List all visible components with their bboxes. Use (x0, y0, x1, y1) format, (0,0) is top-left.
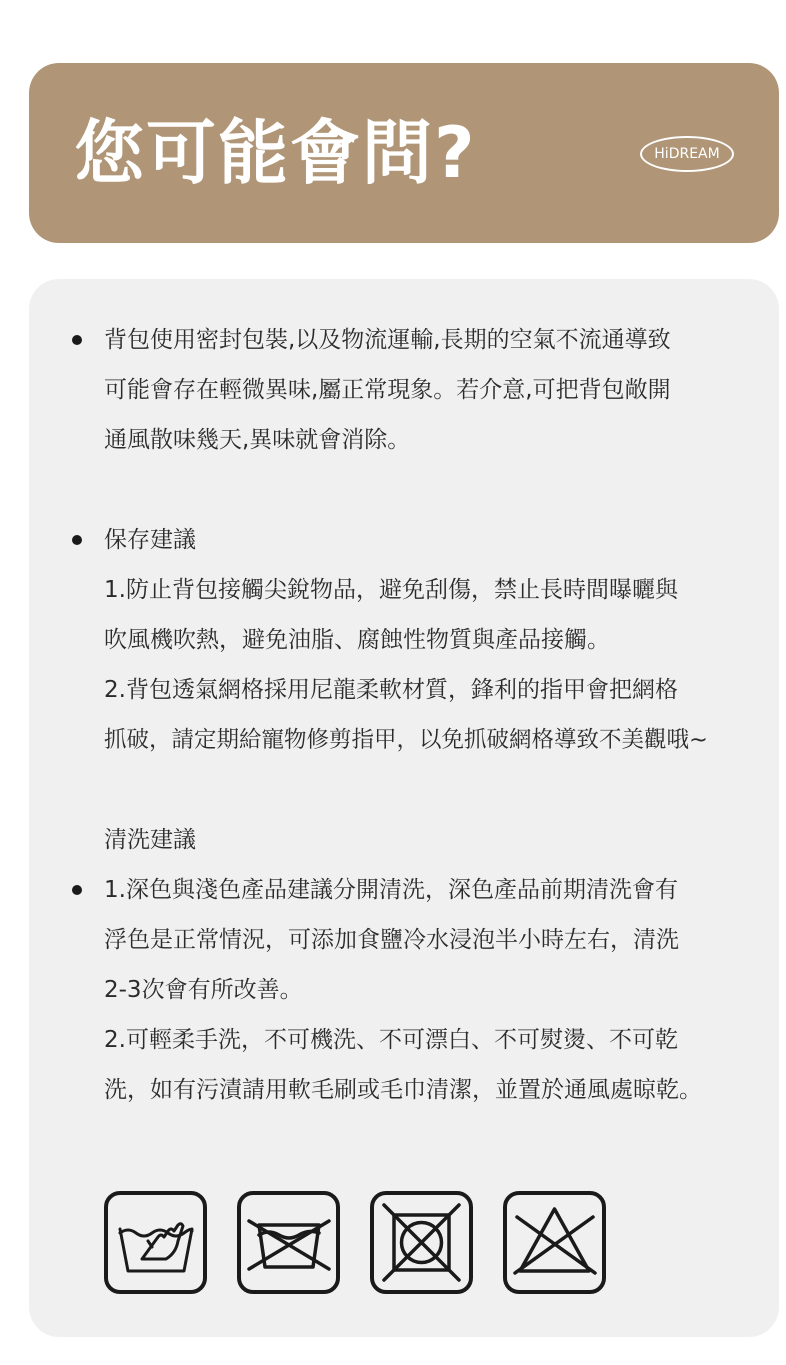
storage-line-2: 吹風機吹熱，避免油脂、腐蝕性物質與產品接觸。 (104, 627, 610, 653)
washing-line-1: 1.深色與淺色產品建議分開清洗，深色產品前期清洗會有 (104, 877, 678, 903)
faq-odor-line-2: 可能會存在輕微異味,屬正常現象。若介意,可把背包敞開 (104, 377, 671, 403)
washing-line-2: 浮色是正常情況，可添加食鹽冷水浸泡半小時左右，清洗 (104, 927, 679, 953)
washing-line-3: 2-3次會有所改善。 (104, 977, 303, 1003)
page-title: 您可能會問? (74, 112, 477, 194)
hand-wash-icon (104, 1191, 207, 1294)
bullet-point (72, 535, 82, 545)
no-dry-clean-icon (370, 1191, 473, 1294)
washing-heading: 清洗建議 (104, 827, 196, 853)
bullet-point (72, 885, 82, 895)
storage-line-3: 2.背包透氣網格採用尼龍柔軟材質，鋒利的指甲會把網格 (104, 677, 678, 703)
storage-line-4: 抓破，請定期給寵物修剪指甲，以免抓破網格導致不美觀哦~ (104, 727, 708, 753)
no-tumble-dry-icon (237, 1191, 340, 1294)
washing-line-5: 洗，如有污漬請用軟毛刷或毛巾清潔，並置於通風處晾乾。 (104, 1077, 702, 1103)
header-banner (29, 63, 779, 243)
washing-line-4: 2.可輕柔手洗，不可機洗、不可漂白、不可熨燙、不可乾 (104, 1027, 678, 1053)
faq-odor-line-3: 通風散味幾天,異味就會消除。 (104, 427, 411, 453)
storage-heading: 保存建議 (104, 527, 196, 553)
faq-odor-line-1: 背包使用密封包裝,以及物流運輸,長期的空氣不流通導致 (104, 327, 671, 353)
storage-line-1: 1.防止背包接觸尖銳物品，避免刮傷，禁止長時間曝曬與 (104, 577, 678, 603)
bullet-point (72, 335, 82, 345)
brand-logo: HiDREAM (640, 136, 734, 172)
no-bleach-icon (503, 1191, 606, 1294)
